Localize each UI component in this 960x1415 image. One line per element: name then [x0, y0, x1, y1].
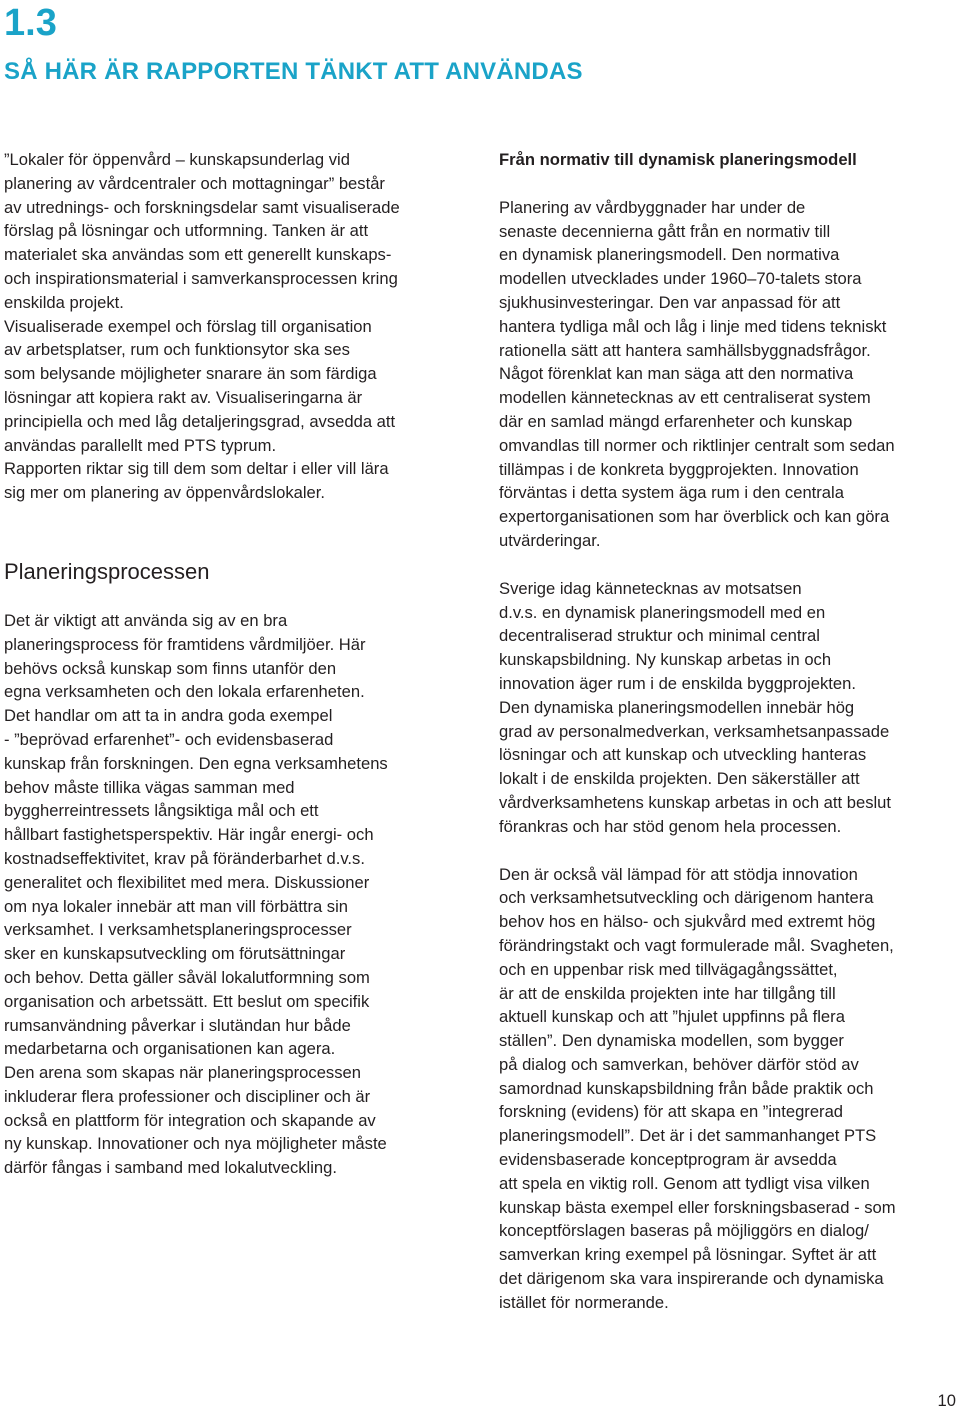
text-line: organisation och arbetssätt. Ett beslut om specifik — [4, 991, 370, 1011]
text-line: ”Lokaler för öppenvård – kunskapsunderlag vid — [4, 150, 350, 169]
text-line: sig mer om planering av öppenvårdslokaler. — [4, 483, 325, 503]
text-line: och inspirationsmaterial i samverkansprocessen kring — [4, 268, 398, 288]
model-subheading: Från normativ till dynamisk planeringsmodell — [499, 150, 857, 169]
text-line: - ”beprövad erfarenhet”- och evidensbaserad — [4, 729, 334, 749]
text-line: vårdverksamhetens kunskap arbetas in och att beslut — [499, 792, 892, 812]
innovation-paragraph — [499, 863, 957, 1315]
planning-process-paragraph — [4, 609, 466, 1180]
text-line: förväntas i detta system äga rum i den centrala — [499, 483, 844, 503]
text-line: principiella och med låg detaljeringsgrad, avsedda att — [4, 411, 396, 431]
text-line: istället för normerande. — [499, 1292, 669, 1312]
left-column — [4, 148, 466, 1180]
text-line: och behov. Detta gäller såväl lokalutformning som — [4, 967, 370, 987]
text-line: inkluderar flera professioner och discipliner och är — [4, 1086, 371, 1106]
text-line: också en plattform för integration och skapande av — [4, 1110, 376, 1130]
text-line: av utrednings- och forskningsdelar samt visualiserade — [4, 197, 400, 217]
text-line: lösningar att kopiera rakt av. Visualiseringarna är — [4, 387, 363, 407]
text-line: en dynamisk planeringsmodell. Den normativa — [499, 245, 840, 265]
text-line: behov hos en hälso- och sjukvård med extremt hög — [499, 912, 876, 932]
text-line: tillämpas i de konkreta byggprojekten. Innovation — [499, 459, 859, 479]
text-line: Visualiserade exempel och förslag till organisation — [4, 316, 372, 336]
text-line: senaste decennierna gått från en normativ till — [499, 221, 831, 241]
text-line: hantera tydliga mål och låg i linje med tidens tekniskt — [499, 316, 887, 336]
text-line: egna verksamheten och den lokala erfarenheten. — [4, 682, 365, 702]
text-line: kunskap från forskningen. Den egna verksamhetens — [4, 753, 388, 773]
text-line: förankras och har stöd genom hela processen. — [499, 816, 842, 836]
paragraph-gap — [499, 839, 957, 863]
text-line: Den dynamiska planeringsmodellen innebär hög — [499, 697, 855, 717]
text-line: lokalt i de enskilda projekten. Den säkerställer att — [499, 769, 860, 789]
text-line: d.v.s. en dynamisk planeringsmodell med en — [499, 602, 826, 622]
planning-process-heading: Planeringsprocessen — [4, 558, 210, 584]
dynamic-model-paragraph — [499, 577, 957, 839]
section-number: 1.3 — [4, 2, 57, 44]
text-line: Sverige idag kännetecknas av motsatsen — [499, 578, 802, 598]
text-line: Den arena som skapas när planeringsprocessen — [4, 1063, 361, 1083]
text-line: användas parallellt med PTS typrum. — [4, 435, 277, 455]
text-line: materialet ska användas som ett generellt kunskaps- — [4, 245, 392, 265]
text-line: byggherreintressets långsiktiga mål och ett — [4, 801, 319, 821]
paragraph-gap — [499, 553, 957, 577]
text-line: kostnadseffektivitet, krav på föränderbarhet d.v.s. — [4, 848, 365, 868]
right-column — [499, 148, 957, 1315]
text-line: evidensbaserade konceptprogram är avsedda — [499, 1150, 837, 1170]
text-line: och verksamhetsutveckling och därigenom hantera — [499, 888, 874, 908]
section-title: SÅ HÄR ÄR RAPPORTEN TÄNKT ATT ANVÄNDAS — [4, 58, 583, 85]
text-line: om nya lokaler innebär att man vill förbättra sin — [4, 896, 349, 916]
text-line: verksamhet. I verksamhetsplaneringsprocesser — [4, 920, 352, 940]
text-line: sker en kunskapsutveckling om förutsättningar — [4, 944, 346, 964]
text-line: det därigenom ska vara inspirerande och dynamiska — [499, 1269, 884, 1289]
text-line: är att de enskilda projekten inte har tillgång till — [499, 983, 836, 1003]
text-line: kunskap bästa exempel eller forskningsbaserad - som — [499, 1197, 896, 1217]
page-number: 10 — [937, 1391, 956, 1410]
text-line: samordnad kunskapsbildning från både praktik och — [499, 1078, 874, 1098]
text-line: Planering av vårdbyggnader har under de — [499, 197, 806, 217]
text-line: planering av vårdcentraler och mottagningar” består — [4, 173, 385, 193]
text-line: aktuell kunskap och att ”hjulet uppfinns på flera — [499, 1007, 845, 1027]
text-line: Det handlar om att ta in andra goda exempel — [4, 706, 333, 726]
text-line: kunskapsbildning. Ny kunskap arbetas in och — [499, 650, 832, 670]
text-line: hållbart fastighetsperspektiv. Här ingår energi- och — [4, 825, 374, 845]
text-line: Rapporten riktar sig till dem som deltar i eller vill lära — [4, 459, 389, 479]
text-line: Något förenklat kan man säga att den normativa — [499, 364, 854, 384]
text-line: av arbetsplatser, rum och funktionsytor ska ses — [4, 340, 350, 360]
text-line: och en uppenbar risk med tillvägagångssättet, — [499, 959, 838, 979]
text-line: innovation äger rum i de enskilda byggprojekten. — [499, 673, 856, 693]
text-line: forskning (evidens) för att skapa en ”integrerad — [499, 1102, 844, 1122]
text-line: planeringsprocess för framtidens vårdmiljöer. Här — [4, 634, 366, 654]
intro-paragraph — [4, 148, 466, 505]
text-line: behov måste tillika vägas samman med — [4, 777, 295, 797]
text-line: lösningar och att kunskap och utveckling hanteras — [499, 745, 867, 765]
text-line: behövs också kunskap som finns utanför den — [4, 658, 337, 678]
text-line: Det är viktigt att använda sig av en bra — [4, 610, 288, 630]
text-line: modellen kännetecknas av ett centraliserat system — [499, 388, 871, 408]
text-line: decentraliserad struktur och minimal central — [499, 626, 820, 646]
text-line: som belysande möjligheter snarare än som färdiga — [4, 364, 377, 384]
text-line: sjukhusinvesteringar. Den var anpassad för att — [499, 292, 841, 312]
text-line: omvandlas till normer och riktlinjer centralt som sedan — [499, 435, 895, 455]
text-line: rumsanvändning påverkar i slutändan hur både — [4, 1015, 351, 1035]
text-line: modellen utvecklades under 1960–70-talets stora — [499, 269, 862, 289]
text-line: konceptförslagen baseras på möjliggörs en dialog/ — [499, 1221, 869, 1241]
text-line: enskilda projekt. — [4, 292, 124, 312]
text-line: ställen”. Den dynamiska modellen, som bygger — [499, 1031, 844, 1051]
text-line: rationella sätt att hantera samhällsbyggnadsfrågor. — [499, 340, 871, 360]
text-line: förändringstakt och vagt formulerade mål. Svagheten, — [499, 935, 894, 955]
text-line: expertorganisationen som har överblick och kan göra — [499, 507, 890, 527]
text-line: samverkan kring exempel på lösningar. Syftet är att — [499, 1245, 877, 1265]
text-line: där en samlad mängd erfarenheter och kunskap — [499, 411, 853, 431]
text-line: planeringsmodell”. Det är i det sammanhanget PTS — [499, 1126, 877, 1146]
text-line: grad av personalmedverkan, verksamhetsanpassade — [499, 721, 890, 741]
text-line: medarbetarna och organisationen kan agera. — [4, 1039, 336, 1059]
text-line: generalitet och flexibilitet med mera. Diskussioner — [4, 872, 370, 892]
text-line: därför fångas i samband med lokalutveckling. — [4, 1158, 337, 1178]
text-line: utvärderingar. — [499, 530, 601, 550]
text-line: att spela en viktig roll. Genom att tydligt visa vilken — [499, 1173, 870, 1193]
text-line: på dialog och samverkan, behöver därför stöd av — [499, 1054, 859, 1074]
normative-model-paragraph — [499, 196, 957, 553]
text-line: Den är också väl lämpad för att stödja innovation — [499, 864, 858, 884]
text-line: förslag på lösningar och utformning. Tanken är att — [4, 221, 369, 241]
text-line: ny kunskap. Innovationer och nya möjligheter måste — [4, 1134, 387, 1154]
